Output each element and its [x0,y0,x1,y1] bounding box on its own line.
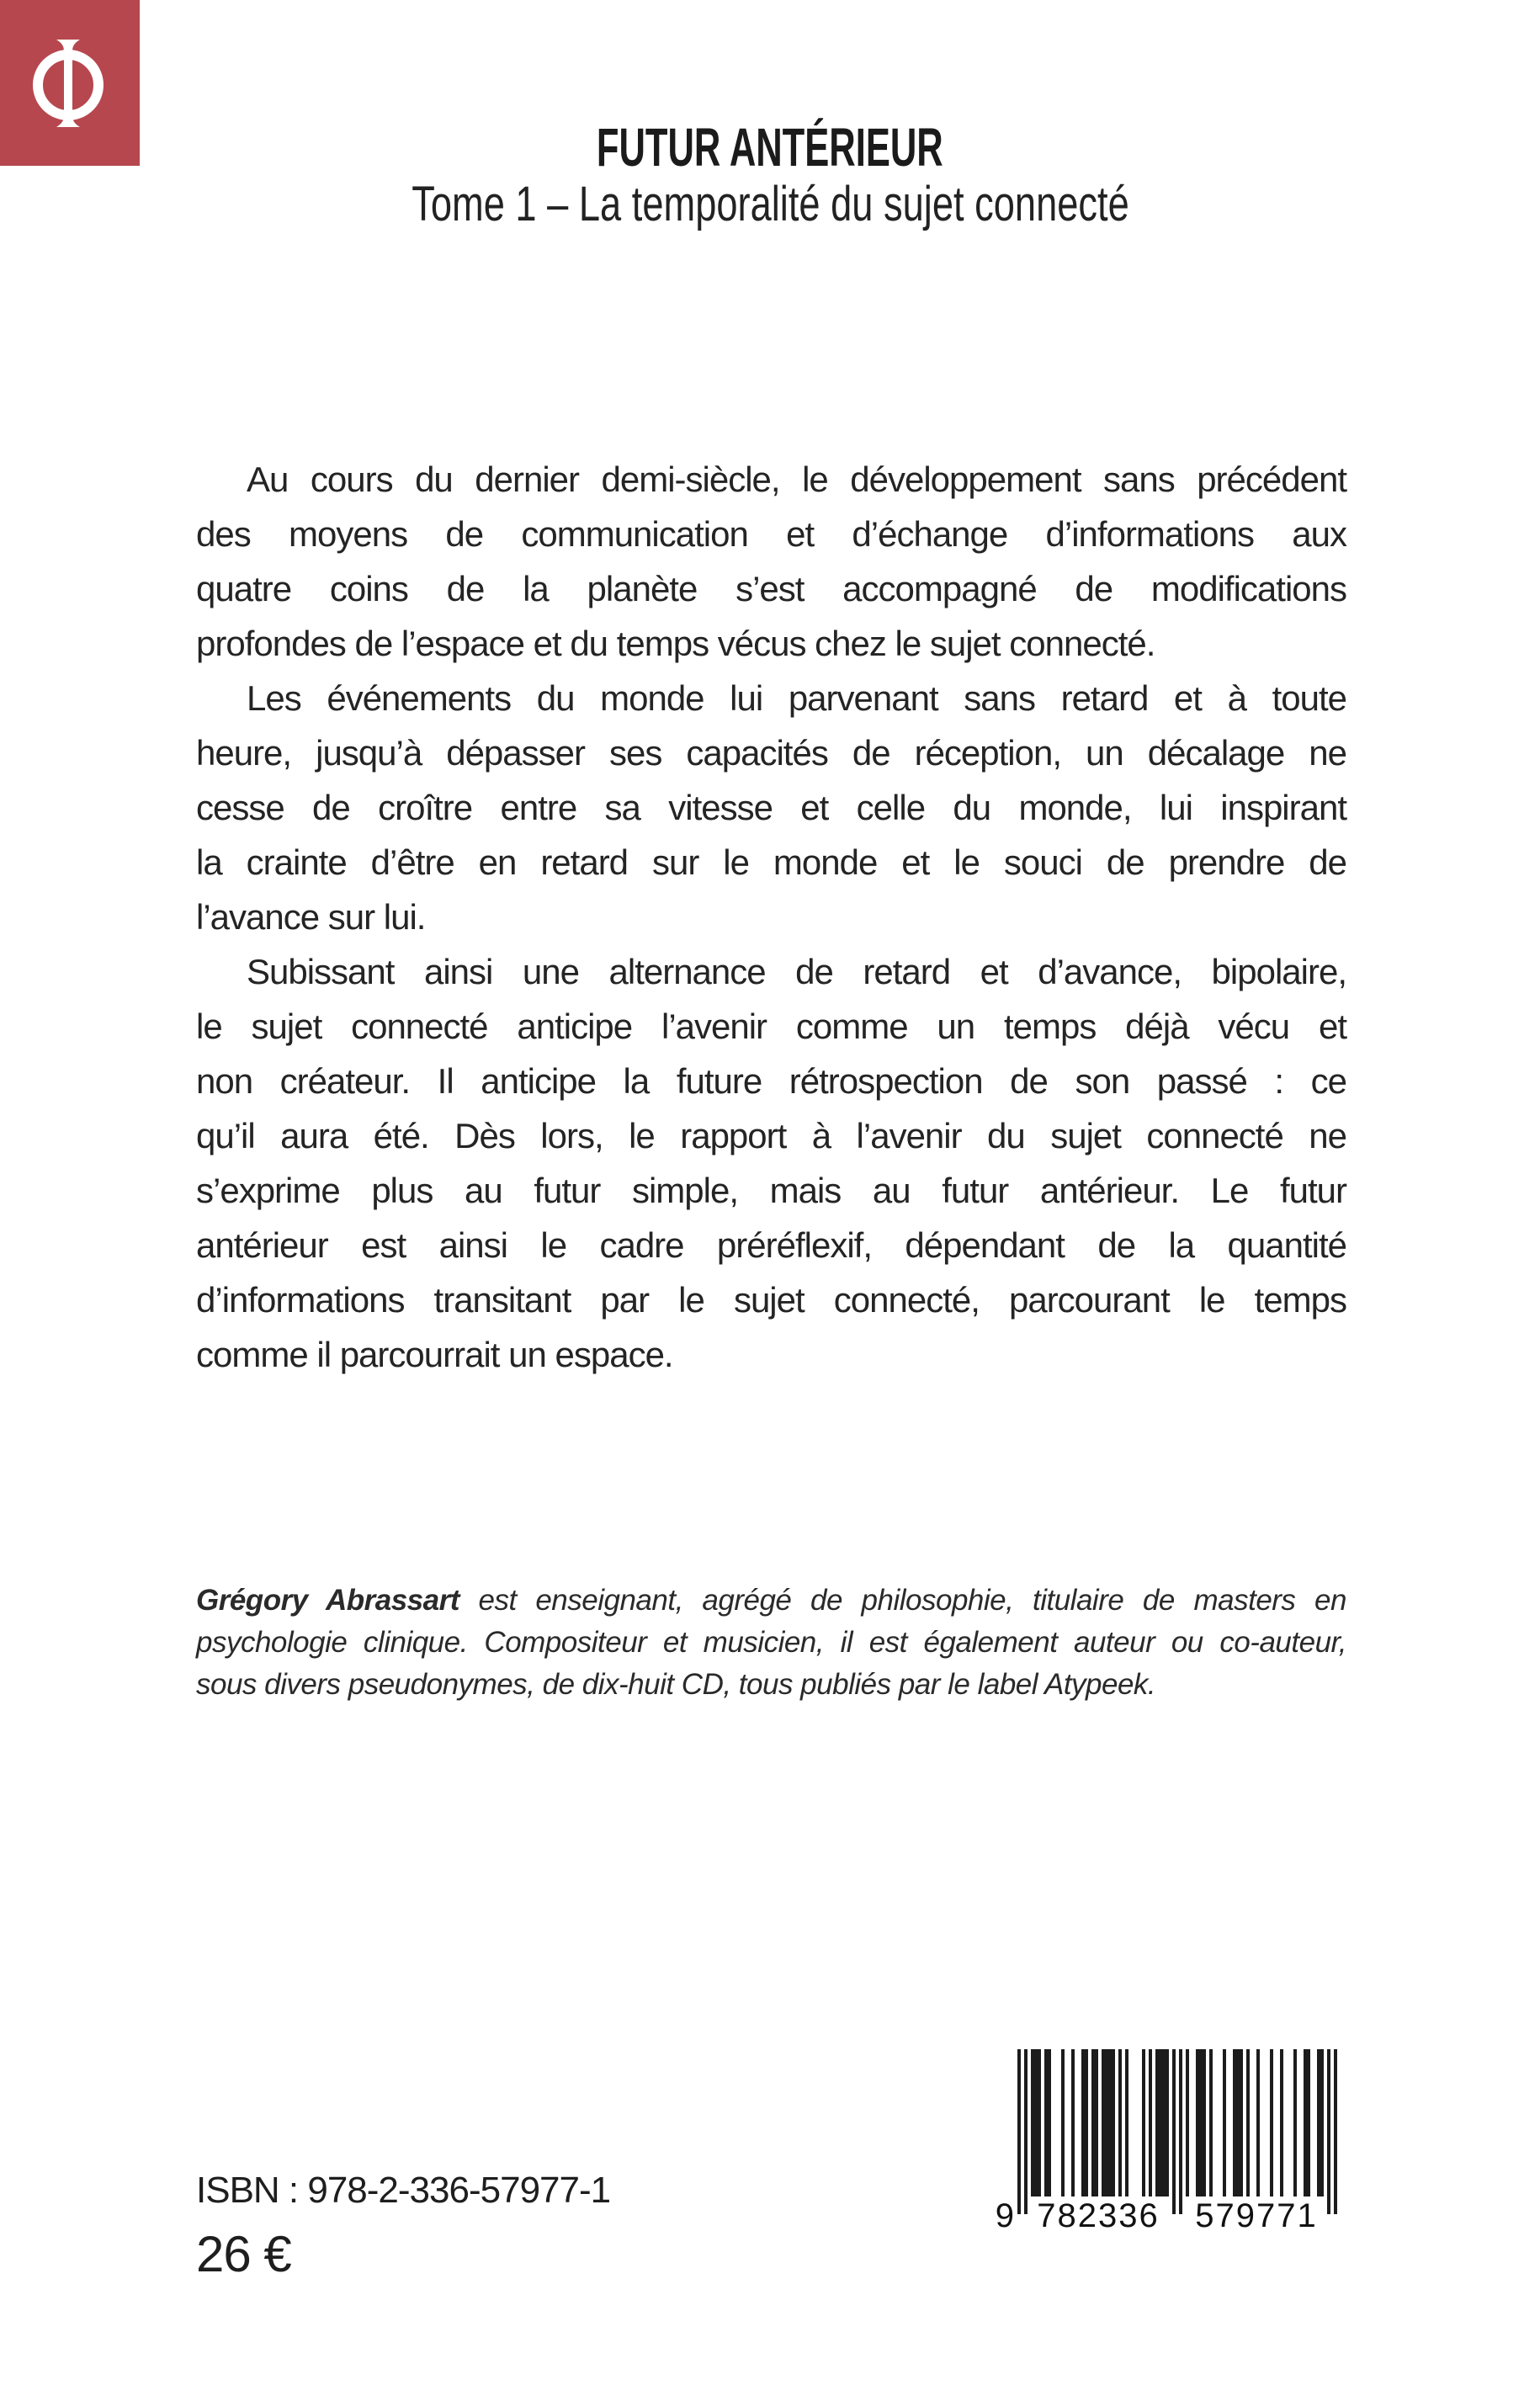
barcode-bar [1172,2049,1176,2214]
text-line: la crainte d’être en retard sur le monde et le souci de prendre de [196,842,1346,882]
barcode-bar [1095,2049,1098,2196]
barcode-bars [1017,2049,1337,2214]
text-line: psychologie clinique. Compositeur et musicien, il est également auteur ou co-auteur, [196,1626,1346,1659]
phi-logo-icon [26,37,110,130]
barcode-bar [1256,2049,1260,2196]
barcode-bar [1320,2049,1324,2196]
barcode-digit-lead: 9 [995,2197,1014,2234]
text-line: Subissant ainsi une alternance de retard et d’avance, bipolaire, [247,952,1346,991]
text-line: profondes de l’espace et du temps vécus chez le sujet connecté. [196,624,1155,663]
barcode-bar [1203,2049,1206,2196]
barcode-bar [1327,2049,1330,2214]
barcode-digits-right: 579771 [1195,2197,1318,2234]
text-line: comme il parcourrait un espace. [196,1335,673,1374]
barcode-digits-left: 782336 [1037,2197,1160,2234]
barcode-bar [1186,2049,1189,2196]
text-line: quatre coins de la planète s’est accompagné de modifications [196,569,1346,608]
book-title: FUTUR ANTÉRIEUR [597,117,943,178]
book-subtitle: Tome 1 – La temporalité du sujet connecté [411,177,1129,231]
text-line: des moyens de communication et d’échange d’informations aux [196,514,1346,554]
text-line: s’exprime plus au futur simple, mais au futur antérieur. Le futur [196,1171,1346,1210]
barcode-bar [1024,2049,1028,2214]
subtitle-block [0,177,1540,232]
barcode [995,2049,1337,2234]
barcode-bar [1240,2049,1243,2196]
synopsis-paragraph-3 [196,944,1346,1382]
text-line: qu’il aura été. Dès lors, le rapport à l’avenir du sujet connecté ne [196,1116,1346,1155]
text-line: Au cours du dernier demi-siècle, le développement sans précédent [247,459,1346,499]
barcode-bar [1280,2049,1283,2196]
text-line: heure, jusqu’à dépasser ses capacités de réception, un décalage ne [196,733,1346,773]
author-bio-line-1 [196,1580,1346,1622]
barcode-bar [1334,2049,1337,2214]
barcode-bar [1149,2049,1152,2196]
barcode-bar [1142,2049,1145,2196]
barcode-bar [1209,2049,1213,2196]
author-bio-line-1-rest: est enseignant, agrégé de philosophie, titulaire de masters en [459,1584,1346,1617]
author-bio-rest [196,1622,1346,1706]
text-line: sous divers pseudonymes, de dix-huit CD, tous publiés par le label Atypeek. [196,1668,1156,1701]
barcode-bar [1307,2049,1310,2196]
barcode-bar [1118,2049,1122,2196]
barcode-bar [1246,2049,1250,2196]
barcode-bar [1293,2049,1297,2196]
text-line: d’informations transitant par le sujet connecté, parcourant le temps [196,1280,1346,1320]
barcode-bar [1061,2049,1065,2196]
text-line: l’avance sur lui. [196,897,426,937]
barcode-bar [1071,2049,1075,2196]
barcode-bar [1223,2049,1226,2196]
synopsis [196,452,1346,1382]
text-line: cesse de croître entre sa vitesse et celle du monde, lui inspirant [196,788,1346,827]
barcode-bar [1038,2049,1041,2196]
synopsis-paragraph-2 [196,671,1346,944]
price-text: 26 € [196,2226,291,2282]
isbn-text: ISBN : 978-2-336-57977-1 [196,2170,611,2211]
text-line: Les événements du monde lui parvenant sans retard et à toute [247,678,1346,718]
author-bio [196,1580,1346,1706]
barcode-bar [1085,2049,1088,2196]
barcode-bar [1017,2049,1021,2214]
synopsis-paragraph-1 [196,452,1346,671]
barcode-bar [1112,2049,1115,2196]
barcode-bar [1270,2049,1273,2196]
barcode-bar [1166,2049,1169,2196]
phi-glyph-svg [26,37,110,130]
title-block [0,118,1540,177]
text-line: antérieur est ainsi le cadre préréflexif, dépendant de la quantité [196,1225,1346,1265]
text-line: non créateur. Il anticipe la future rétrospection de son passé : ce [196,1061,1346,1101]
text-line: le sujet connecté anticipe l’avenir comme un temps déjà vécu et [196,1007,1346,1046]
author-name: Grégory Abrassart [196,1584,459,1617]
barcode-bar [1125,2049,1128,2196]
barcode-bar [1048,2049,1051,2196]
barcode-bar [1179,2049,1182,2214]
